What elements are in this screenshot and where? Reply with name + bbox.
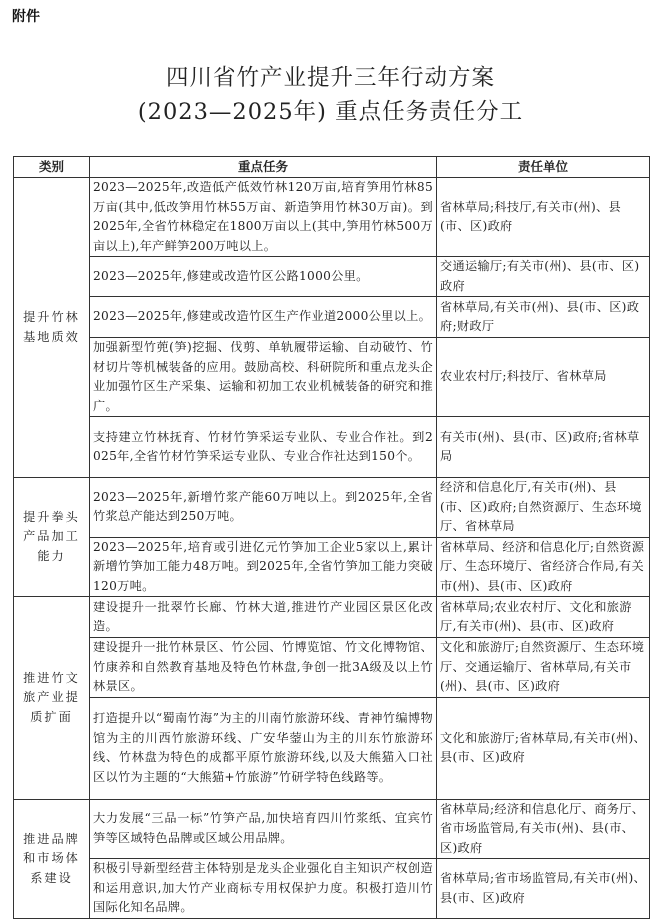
task-cell: 建设提升一批竹林景区、竹公园、竹博览馆、竹文化博物馆、竹康养和自然教育基地及特色竹林盘,争创一批3A级及以上竹林景区。 <box>90 638 437 698</box>
category-cell: 提升竹林基地质效 <box>14 178 90 478</box>
table-header-row <box>14 157 650 178</box>
unit-cell: 省林草局;经济和信息化厅、商务厅、省市场监管局,有关市(州)、县(市、区)政府 <box>437 799 650 859</box>
table-row <box>14 597 650 638</box>
document-title-line-1: 四川省竹产业提升三年行动方案 <box>165 65 495 91</box>
table-row <box>14 638 650 698</box>
category-cell: 推进品牌和市场体系建设 <box>14 799 90 919</box>
unit-cell: 文化和旅游厅;自然资源厅、生态环境厅、交通运输厅、省林草局,有关市(州)、县(市、区)政府 <box>437 638 650 698</box>
task-cell: 2023—2025年,修建或改造竹区公路1000公里。 <box>90 257 437 297</box>
unit-cell: 省林草局,有关市(州)、县(市、区)政府;财政厅 <box>437 297 650 338</box>
table-row <box>14 257 650 297</box>
unit-cell: 省林草局;科技厅,有关市(州)、县(市、区)政府 <box>437 178 650 257</box>
unit-cell: 省林草局;省市场监管局,有关市(州)、县(市、区)政府 <box>437 859 650 919</box>
header-key-task: 重点任务 <box>90 157 437 178</box>
task-cell: 2023—2025年,培育或引进亿元竹笋加工企业5家以上,累计新增竹笋加工能力48万吨。到2025年,全省竹笋加工能力突破120万吨。 <box>90 537 437 597</box>
table-row <box>14 338 650 417</box>
unit-cell: 有关市(州)、县(市、区)政府;省林草局 <box>437 417 650 478</box>
task-cell: 加强新型竹蔸(笋)挖掘、伐剪、单轨履带运输、自动破竹、竹材切片等机械装备的应用。鼓励高校、科研院所和重点龙头企业加强竹区生产采集、运输和初加工农业机械装备的研究和推广。 <box>90 338 437 417</box>
document-title-line-2: (2023—2025年) 重点任务责任分工 <box>137 99 524 125</box>
table-row <box>14 417 650 478</box>
task-cell: 打造提升以“蜀南竹海”为主的川南竹旅游环线、青神竹编博物馆为主的川西竹旅游环线、广安华蓥山为主的川东竹旅游环线、竹林盘为特色的成都平原竹旅游环线,以及大熊猫入口社区以竹为主题的“大熊猫+竹旅游”竹研学特色线路等。 <box>90 697 437 799</box>
task-cell: 建设提升一批翠竹长廊、竹林大道,推进竹产业园区景区化改造。 <box>90 597 437 638</box>
table-row <box>14 859 650 919</box>
category-cell: 提升拳头产品加工能力 <box>14 478 90 597</box>
unit-cell: 文化和旅游厅;省林草局,有关市(州)、县(市、区)政府 <box>437 697 650 799</box>
task-cell: 2023—2025年,改造低产低效竹林120万亩,培育笋用竹林85万亩(其中,低改笋用竹林55万亩、新造笋用竹林30万亩)。到2025年,全省竹林稳定在1800万亩以上(其中,笋用竹林500万亩以上),年产鲜笋200万吨以上。 <box>90 178 437 257</box>
unit-cell: 经济和信息化厅,有关市(州)、县(市、区)政府;自然资源厅、生态环境厅、省林草局 <box>437 478 650 538</box>
task-cell: 支持建立竹林抚育、竹材竹笋采运专业队、专业合作社。到2025年,全省竹材竹笋采运专业队、专业合作社达到150个。 <box>90 417 437 478</box>
table-row <box>14 178 650 257</box>
unit-cell: 省林草局;农业农村厅、文化和旅游厅,有关市(州)、县(市、区)政府 <box>437 597 650 638</box>
task-cell: 2023—2025年,新增竹浆产能60万吨以上。到2025年,全省竹浆总产能达到250万吨。 <box>90 478 437 538</box>
attachment-label: 附件 <box>12 9 40 25</box>
unit-cell: 农业农村厅;科技厅、省林草局 <box>437 338 650 417</box>
task-cell: 2023—2025年,修建或改造竹区生产作业道2000公里以上。 <box>90 297 437 338</box>
header-responsible-unit: 责任单位 <box>437 157 650 178</box>
table-row <box>14 799 650 859</box>
task-cell: 积极引导新型经营主体特别是龙头企业强化自主知识产权创造和运用意识,加大竹产业商标专用权保护力度。积极打造川竹国际化知名品牌。 <box>90 859 437 919</box>
table-row <box>14 297 650 338</box>
header-category: 类别 <box>14 157 90 178</box>
unit-cell: 交通运输厅;有关市(州)、县(市、区)政府 <box>437 257 650 297</box>
table-row <box>14 697 650 799</box>
unit-cell: 省林草局、经济和信息化厅;自然资源厅、生态环境厅、省经济合作局,有关市(州)、县(市、区)政府 <box>437 537 650 597</box>
task-cell: 大力发展“三品一标”竹笋产品,加快培育四川竹浆纸、宜宾竹笋等区域特色品牌或区域公用品牌。 <box>90 799 437 859</box>
table-row <box>14 478 650 538</box>
category-cell: 推进竹文旅产业提质扩面 <box>14 597 90 800</box>
task-responsibility-table <box>13 156 650 919</box>
table-row <box>14 537 650 597</box>
